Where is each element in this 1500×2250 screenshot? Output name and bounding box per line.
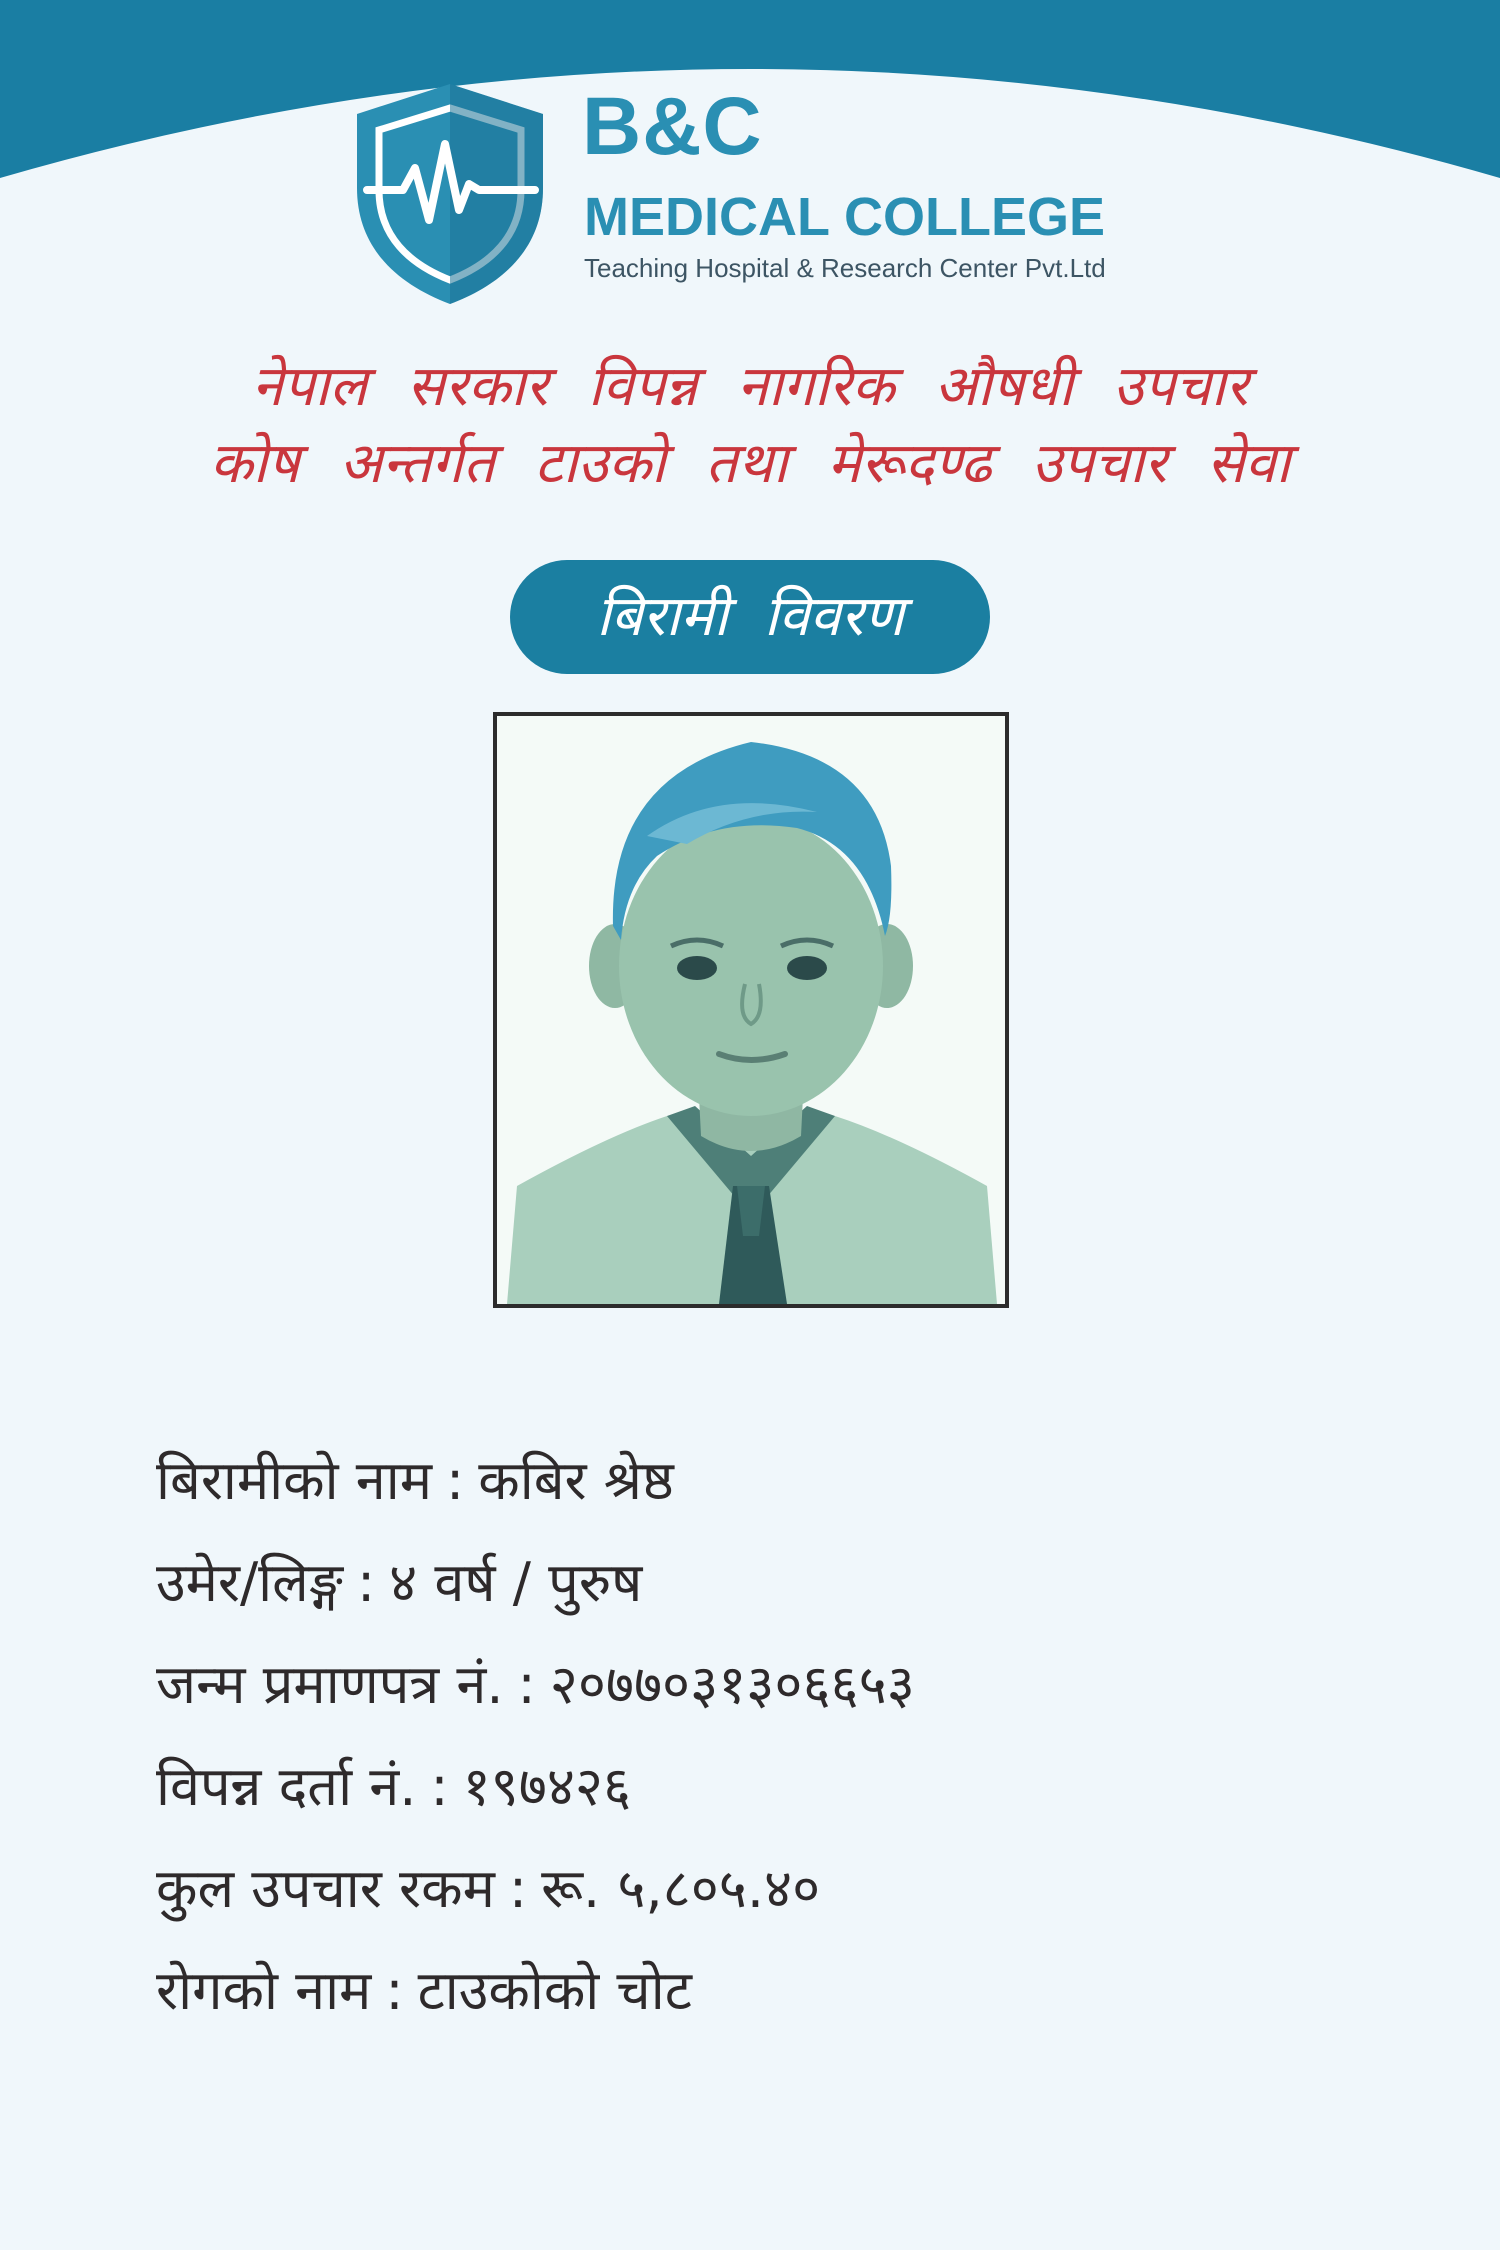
detail-separator: :	[508, 1857, 528, 1920]
detail-row-birth-certificate	[156, 1634, 1416, 1736]
detail-label: कुल उपचार रकम	[156, 1857, 495, 1920]
detail-row-age-gender	[156, 1532, 1416, 1634]
detail-value: रू. ५,८०५.४०	[541, 1857, 821, 1920]
detail-label: विपन्न दर्ता नं.	[156, 1755, 417, 1818]
program-title-line-1: नेपाल सरकार विपन्न नागरिक औषधी उपचार	[251, 354, 1249, 419]
detail-row-disease-name	[156, 1940, 1416, 2042]
program-title	[60, 348, 1440, 503]
patient-photo	[493, 712, 1009, 1308]
detail-row-total-amount	[156, 1838, 1416, 1940]
detail-separator: :	[356, 1551, 376, 1614]
detail-value: २०७७०३१३०६६५३	[549, 1653, 915, 1716]
patient-photo-icon	[497, 716, 1005, 1304]
detail-value: टाउकोको चोट	[417, 1959, 692, 2022]
brand-subtitle: MEDICAL COLLEGE	[584, 187, 1106, 247]
program-title-line-2: कोष अन्तर्गत टाउको तथा मेरूदण्ढ उपचार सेवा	[209, 431, 1291, 497]
section-title-pill: बिरामी विवरण	[510, 560, 990, 674]
detail-row-patient-name	[156, 1430, 1416, 1532]
detail-separator: :	[446, 1449, 465, 1512]
detail-value: ४ वर्ष / पुरुष	[389, 1551, 643, 1614]
detail-label: उमेर/लिङ्ग	[156, 1551, 343, 1614]
brand-tagline: Teaching Hospital & Research Center Pvt.Ltd	[584, 253, 1106, 283]
patient-details	[156, 1430, 1416, 2042]
detail-value: कबिर श्रेष्ठ	[478, 1449, 674, 1512]
shield-logo-icon	[345, 80, 555, 306]
detail-label: जन्म प्रमाणपत्र नं.	[156, 1653, 504, 1716]
detail-separator: :	[517, 1653, 536, 1716]
detail-row-registration-number	[156, 1736, 1416, 1838]
detail-separator: :	[430, 1755, 449, 1818]
brand-name: B&C	[582, 81, 763, 172]
detail-label: रोगको नाम	[156, 1959, 372, 2022]
detail-value: १९७४२६	[462, 1755, 632, 1818]
detail-separator: :	[385, 1959, 404, 2022]
detail-label: बिरामीको नाम	[156, 1449, 433, 1512]
